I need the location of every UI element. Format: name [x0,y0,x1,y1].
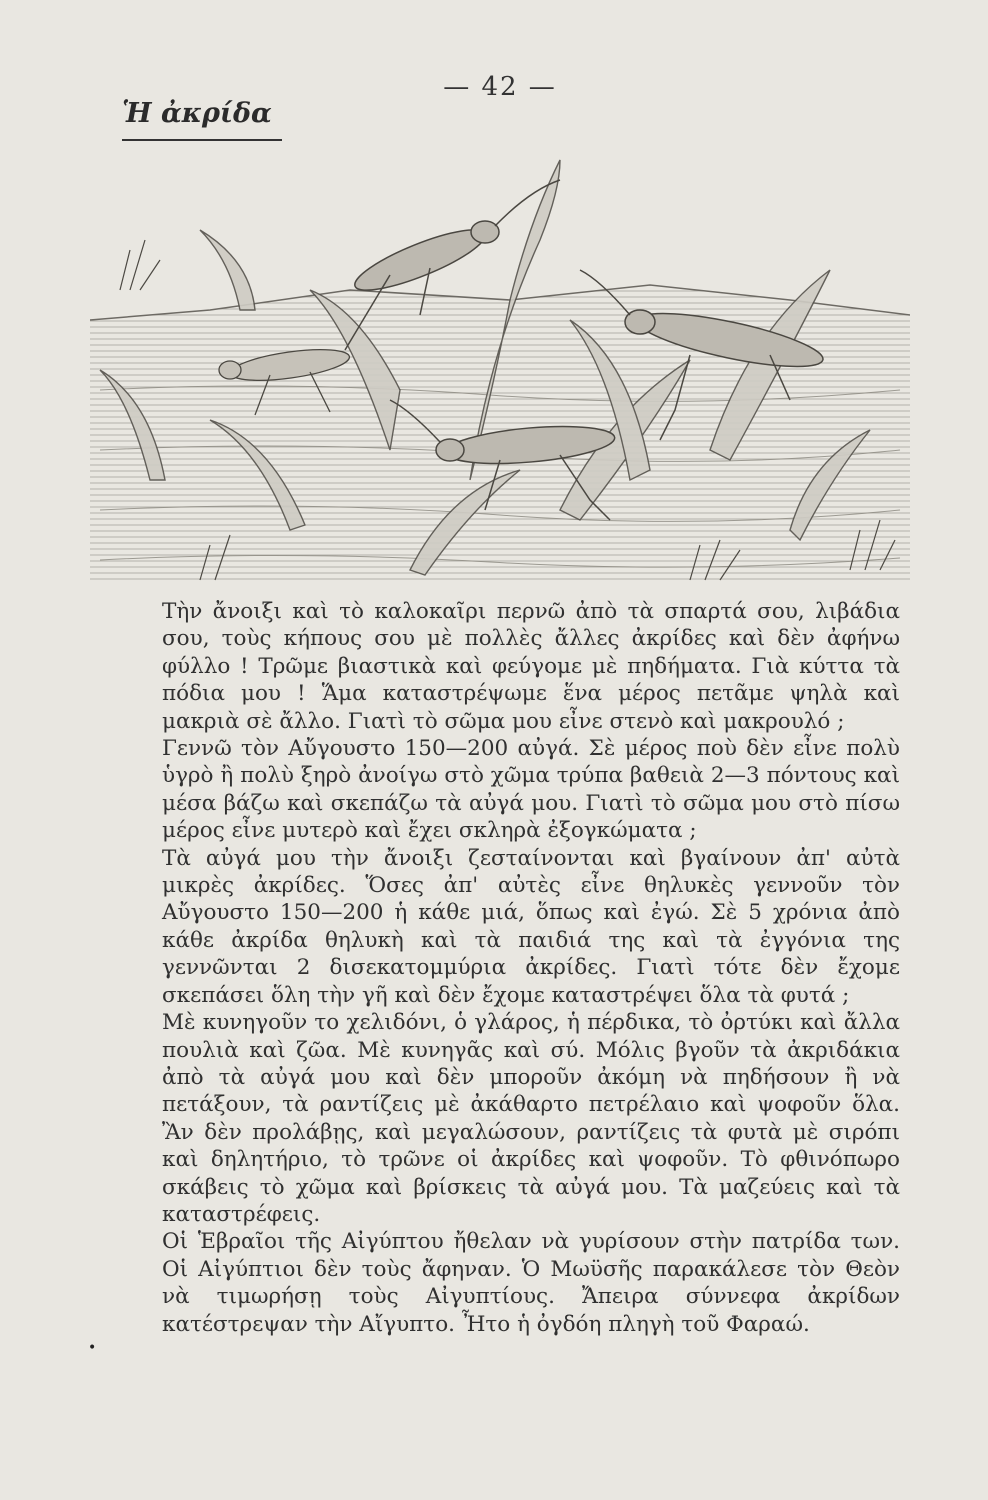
paragraph-5: Οἱ Ἑβραῖοι τῆς Αἰγύπτου ἤθελαν νὰ γυρίσουν στὴν πατρίδα των. Οἱ Αἰγύπτιοι δὲν τοὺς ἄφηναν. Ὁ Μωϋσῆς παρακάλεσε τὸν Θεὸν νὰ τιμωρήσῃ τοὺς Αἰγυπτίους. Ἄπειρα σύννεφα ἀκρίδων κατέστρεψαν τὴν Αἴγυπτο. Ἦτο ἡ ὀγδόη πληγὴ τοῦ Φαραώ. [162,1229,900,1337]
body-text [162,598,900,1338]
page-number: — 42 — [443,72,557,102]
margin-dot: • [88,1340,97,1356]
section-title: Ἡ ἀκρίδα [122,98,282,141]
paragraph-2: Γεννῶ τὸν Αὔγουστο 150—200 αὐγά. Σὲ μέρος ποὺ δὲν εἶνε πολὺ ὑγρὸ ἢ πολὺ ξηρὸ ἀνοίγω στὸ χῶμα τρύπα βαθειὰ 2—3 πόντους καὶ μέσα βάζω καὶ σκεπάζω τὰ αὐγά μου. Γιατὶ τὸ σῶμα μου στὸ πίσω μέρος εἶνε μυτερὸ καὶ ἔχει σκληρὰ ἐξογκώματα ; [162,736,900,844]
locust-illustration [90,150,910,592]
paragraph-3: Τὰ αὐγά μου τὴν ἄνοιξι ζεσταίνονται καὶ βγαίνουν ἀπ' αὐτὰ μικρὲς ἀκρίδες. Ὅσες ἀπ' αὐτὲς εἶνε θηλυκὲς γεννοῦν τὸν Αὔγουστο 150—200 ἡ κάθε μιά, ὅπως καὶ ἐγώ. Σὲ 5 χρόνια ἀπὸ κάθε ἀκρίδα θηλυκὴ καὶ τὰ παιδιά της καὶ τὰ ἐγγόνια της γεννῶνται 2 δισεκατομμύρια ἀκρίδες. Γιατὶ τότε δὲν ἔχομε σκεπάσει ὅλη τὴν γῆ καὶ δὲν ἔχομε καταστρέψει ὅλα τὰ φυτά ; [162,845,900,1008]
paragraph-4: Μὲ κυνηγοῦν το χελιδόνι, ὁ γλάρος, ἡ πέρδικα, τὸ ὀρτύκι καὶ ἄλλα πουλιὰ καὶ ζῶα. Μὲ κυνηγᾶς καὶ σύ. Μόλις βγοῦν τὰ ἀκριδάκια ἀπὸ τὰ αὐγά μου καὶ δὲν μποροῦν ἀκόμη νὰ πηδήσουν ἢ νὰ πετάξουν, τὰ ραντίζεις μὲ ἀκάθαρτο πετρέλαιο καὶ ψοφοῦν ὅλα. Ἂν δὲν προλάβῃς, καὶ μεγαλώσουν, ραντίζεις τὰ φυτὰ μὲ σιρόπι καὶ δηλητήριο, τὸ τρῶνε οἱ ἀκρίδες καὶ ψοφοῦν. Τὸ φθινόπωρο σκάβεις τὸ χῶμα καὶ βρίσκεις τὰ αὐγά μου. Τὰ μαζεύεις καὶ τὰ καταστρέφεις. [162,1010,900,1227]
paragraph-1: Τὴν ἄνοιξι καὶ τὸ καλοκαῖρι περνῶ ἀπὸ τὰ σπαρτά σου, λιβάδια σου, τοὺς κήπους σου μὲ πολλὲς ἄλλες ἀκρίδες καὶ δὲν ἀφήνω φύλλο ! Τρῶμε βιαστικὰ καὶ φεύγομε μὲ πηδήματα. Γιὰ κύττα τὰ πόδια μου ! Ἅμα καταστρέψωμε ἕνα μέρος πετᾶμε ψηλὰ καὶ μακριὰ σὲ ἄλλο. Γιατὶ τὸ σῶμα μου εἶνε στενὸ καὶ μακρουλό ; [162,599,900,734]
